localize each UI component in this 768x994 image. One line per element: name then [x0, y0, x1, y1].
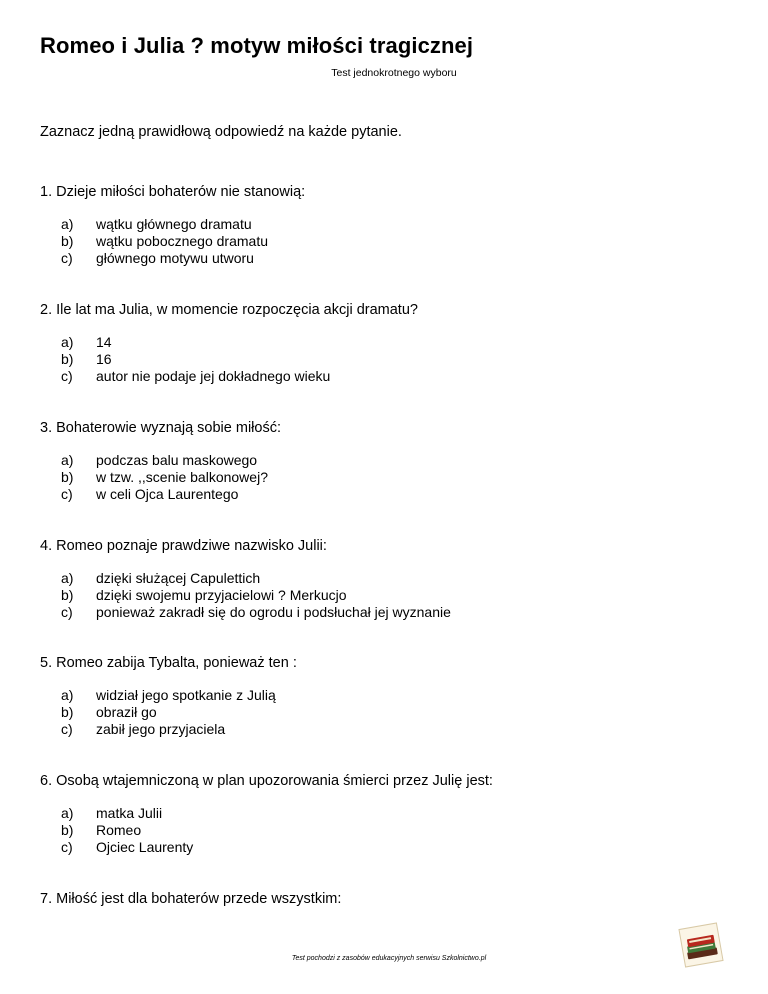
- option-text: głównego motywu utworu: [96, 250, 254, 266]
- answer-option[interactable]: [40, 570, 720, 587]
- answer-options: [40, 805, 720, 856]
- instruction-text: Zaznacz jedną prawidłową odpowiedź na każde pytanie.: [40, 124, 402, 140]
- question-4: [40, 536, 720, 621]
- answer-option[interactable]: [40, 604, 720, 621]
- answer-option[interactable]: [40, 334, 720, 351]
- option-letter: b): [61, 822, 74, 838]
- page-subtitle: Test jednokrotnego wyboru: [331, 67, 457, 79]
- option-letter: a): [61, 216, 74, 232]
- option-text: Romeo: [96, 822, 142, 838]
- answer-option[interactable]: [40, 250, 720, 267]
- answer-option[interactable]: [40, 351, 720, 368]
- option-letter: b): [61, 587, 74, 603]
- answer-option[interactable]: [40, 822, 720, 839]
- option-letter: a): [61, 687, 74, 703]
- option-letter: c): [61, 368, 73, 384]
- option-letter: a): [61, 452, 74, 468]
- answer-options: [40, 216, 720, 267]
- books-logo-icon: [676, 920, 726, 970]
- option-text: autor nie podaje jej dokładnego wieku: [96, 368, 331, 384]
- question-3: [40, 418, 720, 503]
- question-1: [40, 182, 720, 267]
- option-text: 16: [96, 351, 112, 367]
- answer-option[interactable]: [40, 452, 720, 469]
- answer-option[interactable]: [40, 216, 720, 233]
- option-text: dzięki służącej Capulettich: [96, 570, 261, 586]
- option-letter: b): [61, 351, 74, 367]
- answer-options: [40, 687, 720, 738]
- answer-option[interactable]: [40, 233, 720, 250]
- answer-option[interactable]: [40, 687, 720, 704]
- option-text: obraził go: [96, 704, 157, 720]
- answer-options: [40, 452, 720, 503]
- question-text: 7. Miłość jest dla bohaterów przede wszystkim:: [40, 891, 342, 907]
- answer-option[interactable]: [40, 805, 720, 822]
- answer-option[interactable]: [40, 486, 720, 503]
- answer-option[interactable]: [40, 368, 720, 385]
- option-letter: c): [61, 250, 73, 266]
- option-text: wątku pobocznego dramatu: [96, 233, 268, 249]
- answer-options: [40, 570, 720, 621]
- page-title: Romeo i Julia ? motyw miłości tragicznej: [40, 33, 474, 58]
- option-text: widział jego spotkanie z Julią: [96, 687, 276, 703]
- option-text: matka Julii: [96, 805, 163, 821]
- option-letter: c): [61, 839, 73, 855]
- option-letter: b): [61, 233, 74, 249]
- question-text: 3. Bohaterowie wyznają sobie miłość:: [40, 420, 281, 436]
- option-letter: c): [61, 721, 73, 737]
- option-letter: a): [61, 334, 74, 350]
- option-letter: b): [61, 469, 74, 485]
- question-6: [40, 771, 720, 856]
- answer-option[interactable]: [40, 469, 720, 486]
- option-text: 14: [96, 334, 112, 350]
- option-letter: c): [61, 604, 73, 620]
- option-text: zabił jego przyjaciela: [96, 721, 226, 737]
- answer-option[interactable]: [40, 704, 720, 721]
- answer-option[interactable]: [40, 839, 720, 856]
- answer-option[interactable]: [40, 587, 720, 604]
- option-letter: a): [61, 805, 74, 821]
- question-text: 5. Romeo zabija Tybalta, ponieważ ten :: [40, 655, 297, 671]
- question-text: 1. Dzieje miłości bohaterów nie stanowią:: [40, 184, 306, 200]
- option-text: w tzw. ,,scenie balkonowej?: [96, 469, 268, 485]
- footer-source-note: Test pochodzi z zasobów edukacyjnych serwisu Szkolnictwo.pl: [291, 955, 487, 962]
- option-text: ponieważ zakradł się do ogrodu i podsłuchał jej wyznanie: [96, 604, 451, 620]
- question-2: [40, 300, 720, 385]
- option-letter: c): [61, 486, 73, 502]
- answer-option[interactable]: [40, 721, 720, 738]
- question-text: 4. Romeo poznaje prawdziwe nazwisko Julii:: [40, 538, 327, 554]
- answer-options: [40, 334, 720, 385]
- option-letter: b): [61, 704, 74, 720]
- question-text: 2. Ile lat ma Julia, w momencie rozpoczęcia akcji dramatu?: [40, 302, 418, 318]
- question-text: 6. Osobą wtajemniczoną w plan upozorowania śmierci przez Julię jest:: [40, 773, 493, 789]
- question-5: [40, 653, 720, 738]
- option-text: podczas balu maskowego: [96, 452, 258, 468]
- option-letter: a): [61, 570, 74, 586]
- option-text: w celi Ojca Laurentego: [96, 486, 239, 502]
- option-text: dzięki swojemu przyjacielowi ? Merkucjo: [96, 587, 347, 603]
- question-7: [40, 889, 720, 909]
- option-text: wątku głównego dramatu: [96, 216, 252, 232]
- option-text: Ojciec Laurenty: [96, 839, 194, 855]
